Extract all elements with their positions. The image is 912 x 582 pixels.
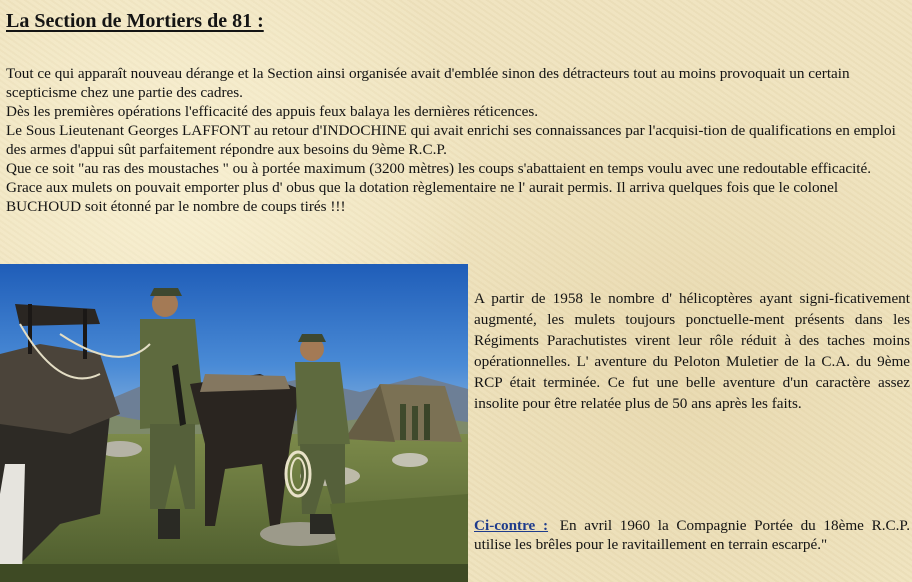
photo-caption	[474, 516, 910, 554]
intro-paragraph-3: Le Sous Lieutenant Georges LAFFONT au retour d'INDOCHINE qui avait enrichi ses connaissances par l'acquisi-tion de qualifications en emploi des armes d'appui sût parfaitement répondre aux besoins du 9ème R.C.P.	[6, 122, 896, 158]
intro-paragraph-2: Dès les premières opérations l'efficacité des appuis feux balaya les dernières réticences.	[6, 103, 539, 120]
intro-paragraph-4: Que ce soit "au ras des moustaches " ou à portée maximum (3200 mètres) les coups s'abattaient en temps voulu avec une redoutable efficacité. Grace aux mulets on pouvait emporter plus d' obus que la dotation règlementaire ne l' aurait permis. Il arriva quelques fois que le colonel BUCHOUD soit étonné par le nombre de coups tirés !!!	[6, 160, 872, 215]
side-paragraph: A partir de 1958 le nombre d' hélicoptères ayant signi-ficativement augmenté, les mulets toujours ponctuelle-ment présents dans les Régiments Parachutistes virent leur rôle réduit à des taches moins opérationnelles. L' aventure du Peloton Muletier de la C.A. du 9ème RCP était terminée. Ce fut une belle aventure d'un caractère assez insolite pour être relatée plus de 50 ans après les faits.	[474, 290, 910, 412]
intro-paragraph-1: Tout ce qui apparaît nouveau dérange et la Section ainsi organisée avait d'emblée sinon des détracteurs tout au moins provoquait un certain scepticisme chez une partie des cadres.	[6, 65, 850, 101]
caption-lead: Ci-contre :	[474, 517, 549, 534]
mule-soldiers-photo	[0, 264, 468, 582]
photo-illustration	[0, 264, 468, 582]
caption-text: En avril 1960 la Compagnie Portée du 18ème R.C.P. utilise les brêles pour le ravitaillement en terrain escarpé."	[474, 517, 910, 553]
intro-text	[6, 64, 908, 216]
page-title: La Section de Mortiers de 81 :	[6, 10, 264, 32]
